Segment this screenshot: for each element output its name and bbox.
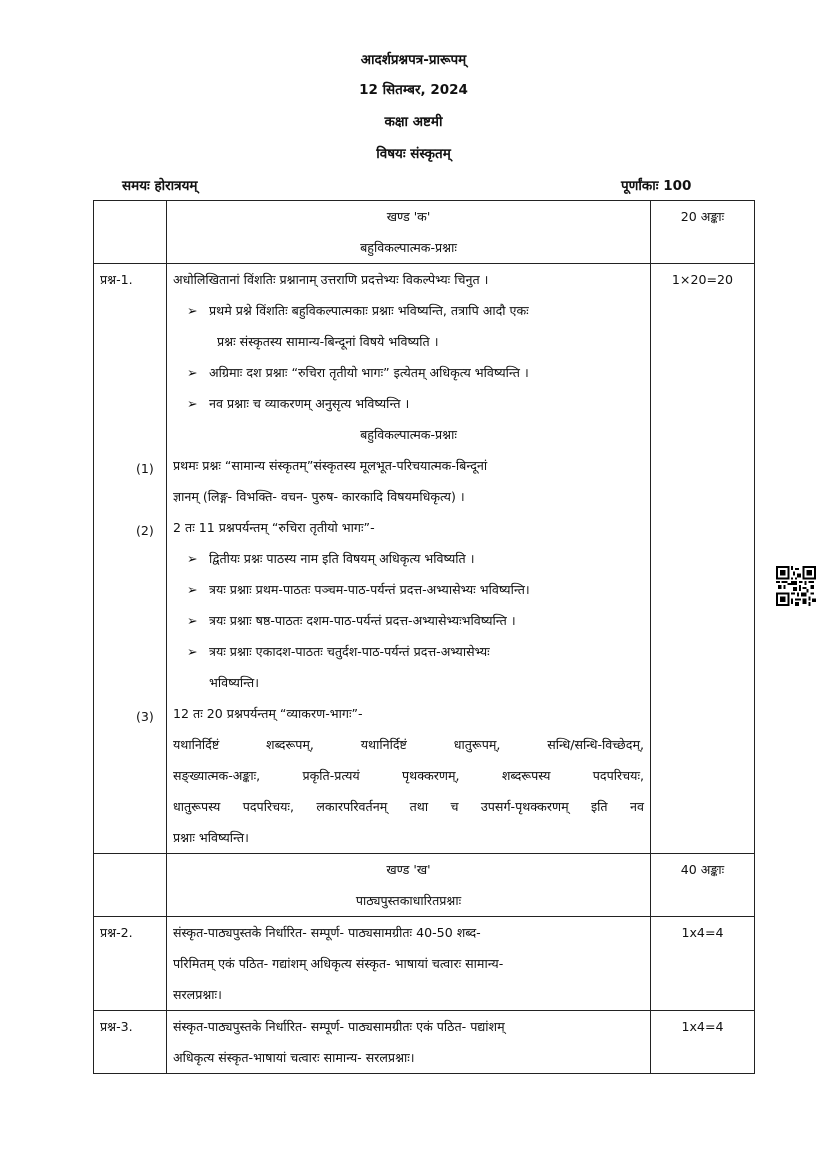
section-b-title: खण्ड 'ख'	[386, 862, 431, 877]
question-3-row	[94, 1011, 755, 1074]
arrow-bullet-icon: ➢	[187, 644, 198, 659]
section-b-row	[94, 854, 755, 917]
subheading: बहुविकल्पात्मक-प्रश्नाः	[360, 427, 457, 442]
point-3-line: धातुरूपस्य पदपरिचयः, लकारपरिवर्तनम् तथा च उपसर्ग-पृथक्करणम् इति नव	[173, 799, 644, 814]
arrow-bullet-icon: ➢	[187, 303, 198, 318]
point-3-heading: 12 तः 20 प्रश्नपर्यन्तम् “व्याकरण-भागः”-	[173, 706, 363, 721]
time-allowed: समयः होरात्रयम्	[122, 178, 198, 194]
section-a-row	[94, 201, 755, 264]
point-3-line: प्रश्नाः भविष्यन्ति।	[173, 830, 249, 845]
section-b-marks: 40 अङ्काः	[651, 854, 755, 917]
question-3-line: अधिकृत्य संस्कृत-भाषायां चत्वारः सामान्य- सरलप्रश्नाः।	[173, 1050, 415, 1065]
question-3-marks: 1x4=4	[651, 1011, 755, 1074]
question-2-row	[94, 917, 755, 1011]
point-3-line: सङ्ख्यात्मक-अङ्काः, प्रकृति-प्रत्ययं पृथक्करणम्, शब्दरूपस्य पदपरिचयः,	[173, 768, 644, 783]
question-3-number: प्रश्न-3.	[94, 1011, 167, 1074]
paper-class: कक्षा अष्टमी	[384, 114, 443, 130]
bullet-item: ➢ अग्रिमाः दश प्रश्नाः “रुचिरा तृतीयो भागः” इत्येतम् अधिकृत्य भविष्यन्ति ।	[173, 357, 644, 388]
question-2-line: संस्कृत-पाठ्यपुस्तके निर्धारित- सम्पूर्ण- पाठ्यसामग्रीतः 40-50 शब्द-	[173, 925, 481, 940]
point-1-line: ज्ञानम् (लिङ्ग- विभक्ति- वचन- पुरुष- कारकादि विषयमधिकृत्य) ।	[173, 489, 465, 504]
bullet-item: ➢ प्रथमे प्रश्ने विंशतिः बहुविकल्पात्मकाः प्रश्नाः भविष्यन्ति, तत्रापि आदौ एकः	[173, 295, 644, 326]
arrow-bullet-icon: ➢	[187, 551, 198, 566]
point-3-number: (3)	[136, 709, 154, 724]
paper-date: 12 सितम्बर, 2024	[359, 82, 468, 98]
total-marks: पूर्णांकाः 100	[621, 178, 692, 194]
point-3-line: यथानिर्दिष्टं शब्दरूपम्, यथानिर्दिष्टं धातुरूपम्, सन्धि/सन्धि-विच्छेदम्,	[173, 737, 644, 752]
qr-code-icon	[776, 566, 816, 606]
question-1-number: प्रश्न-1.	[94, 264, 167, 854]
bullet-item: ➢ त्रयः प्रश्नाः प्रथम-पाठतः पञ्चम-पाठ-पर्यन्तं प्रदत्त-अभ्यासेभ्यः भविष्यन्ति।	[173, 574, 644, 605]
question-2-marks: 1x4=4	[651, 917, 755, 1011]
question-2-line: परिमितम् एकं पठित- गद्यांशम् अधिकृत्य संस्कृत- भाषायां चत्वारः सामान्य-	[173, 956, 504, 971]
bullet-item: ➢ त्रयः प्रश्नाः षष्ठ-पाठतः दशम-पाठ-पर्यन्तं प्रदत्त-अभ्यासेभ्यःभविष्यन्ति ।	[173, 605, 644, 636]
question-1-row	[94, 264, 755, 854]
question-1-text: अधोलिखितानां विंशतिः प्रश्नानाम् उत्तराणि प्रदत्तेभ्यः विकल्पेभ्यः चिनुत ।	[173, 272, 489, 287]
arrow-bullet-icon: ➢	[187, 396, 198, 411]
bullet-continuation: भविष्यन्ति।	[209, 675, 259, 690]
question-table	[93, 200, 755, 1074]
point-2-number: (2)	[136, 523, 154, 538]
paper-subject: विषयः संस्कृतम्	[376, 146, 451, 162]
question-2-line: सरलप्रश्नाः।	[173, 987, 222, 1002]
point-1-line: प्रथमः प्रश्नः “सामान्य संस्कृतम्”संस्कृतस्य मूलभूत-परिचयात्मक-बिन्दूनां	[173, 458, 488, 473]
point-1-number: (1)	[136, 461, 154, 476]
section-b-subtitle: पाठ्यपुस्तकाधारितप्रश्नाः	[355, 893, 462, 908]
question-2-number: प्रश्न-2.	[94, 917, 167, 1011]
section-a-marks: 20 अङ्काः	[651, 201, 755, 264]
bullet-item: ➢ द्वितीयः प्रश्नः पाठस्य नाम इति विषयम् अधिकृत्य भविष्यति ।	[173, 543, 644, 574]
arrow-bullet-icon: ➢	[187, 365, 198, 380]
section-a-title: खण्ड 'क'	[386, 209, 431, 224]
bullet-item: ➢ नव प्रश्नाः च व्याकरणम् अनुसृत्य भविष्यन्ति ।	[173, 388, 644, 419]
question-1-marks: 1×20=20	[651, 264, 755, 854]
point-2-heading: 2 तः 11 प्रश्नपर्यन्तम् “रुचिरा तृतीयो भागः”-	[173, 520, 375, 535]
bullet-continuation: प्रश्नः संस्कृतस्य सामान्य-बिन्दूनां विषये भविष्यति ।	[217, 334, 439, 349]
question-3-line: संस्कृत-पाठ्यपुस्तके निर्धारित- सम्पूर्ण- पाठ्यसामग्रीतः एकं पठित- पद्यांशम्	[173, 1019, 505, 1034]
arrow-bullet-icon: ➢	[187, 613, 198, 628]
arrow-bullet-icon: ➢	[187, 582, 198, 597]
section-a-subtitle: बहुविकल्पात्मक-प्रश्नाः	[360, 240, 457, 255]
bullet-item: ➢ त्रयः प्रश्नाः एकादश-पाठतः चतुर्दश-पाठ-पर्यन्तं प्रदत्त-अभ्यासेभ्यः	[173, 636, 644, 667]
paper-title: आदर्शप्रश्नपत्र-प्रारूपम्	[360, 52, 467, 68]
